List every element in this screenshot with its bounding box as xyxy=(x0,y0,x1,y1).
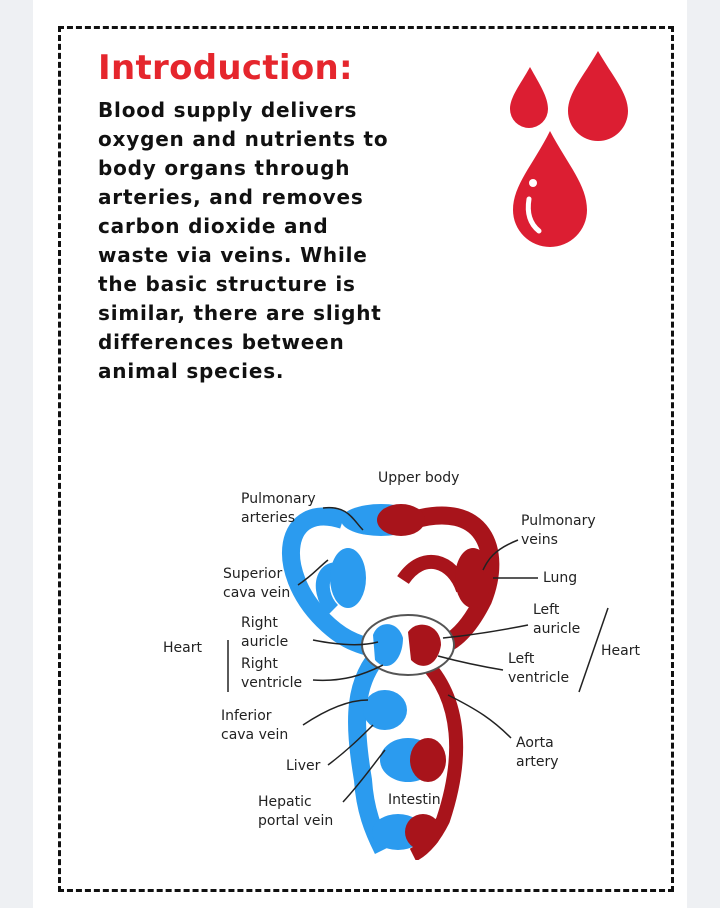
intro-text: Blood supply delivers oxygen and nutrients to body organs through arteries, and removes carbon dioxide and waste via veins. While the basic structure is similar, there are slight differences between animal species. xyxy=(98,98,389,383)
label-right-ventricle: Right xyxy=(241,656,278,672)
label-right-auricle-2: auricle xyxy=(241,634,289,650)
label-heart-left: Heart xyxy=(163,640,202,656)
label-superior-cava: Superior xyxy=(223,566,283,582)
blood-drop-icon xyxy=(493,45,633,255)
label-aorta: Aorta xyxy=(516,735,554,751)
label-lung: Lung xyxy=(543,570,578,586)
label-pulmonary-veins: Pulmonary xyxy=(521,513,596,529)
label-left-ventricle-2: ventricle xyxy=(508,670,570,686)
label-inferior-cava-2: cava vein xyxy=(221,727,289,743)
label-intestin: Intestin xyxy=(388,792,441,808)
label-left-auricle-2: auricle xyxy=(533,621,581,637)
circulatory-diagram xyxy=(123,460,643,860)
document-page xyxy=(33,0,687,908)
label-pulmonary-arteries: Pulmonary xyxy=(241,491,316,507)
label-right-auricle: Right xyxy=(241,615,278,631)
label-pulmonary-arteries-2: arteries xyxy=(241,510,295,526)
label-heart-right: Heart xyxy=(601,643,640,659)
label-upper-body: Upper body xyxy=(378,470,460,486)
label-liver: Liver xyxy=(286,758,321,774)
label-hepatic: Hepatic xyxy=(258,794,312,810)
label-left-ventricle: Left xyxy=(508,651,535,667)
label-inferior-cava: Inferior xyxy=(221,708,272,724)
label-superior-cava-2: cava vein xyxy=(223,585,291,601)
label-left-auricle: Left xyxy=(533,602,560,618)
label-hepatic-2: portal vein xyxy=(258,813,334,829)
label-pulmonary-veins-2: veins xyxy=(521,532,558,548)
label-right-ventricle-2: ventricle xyxy=(241,675,303,691)
intro-title: Introduction: xyxy=(98,48,353,88)
label-aorta-2: artery xyxy=(516,754,559,770)
